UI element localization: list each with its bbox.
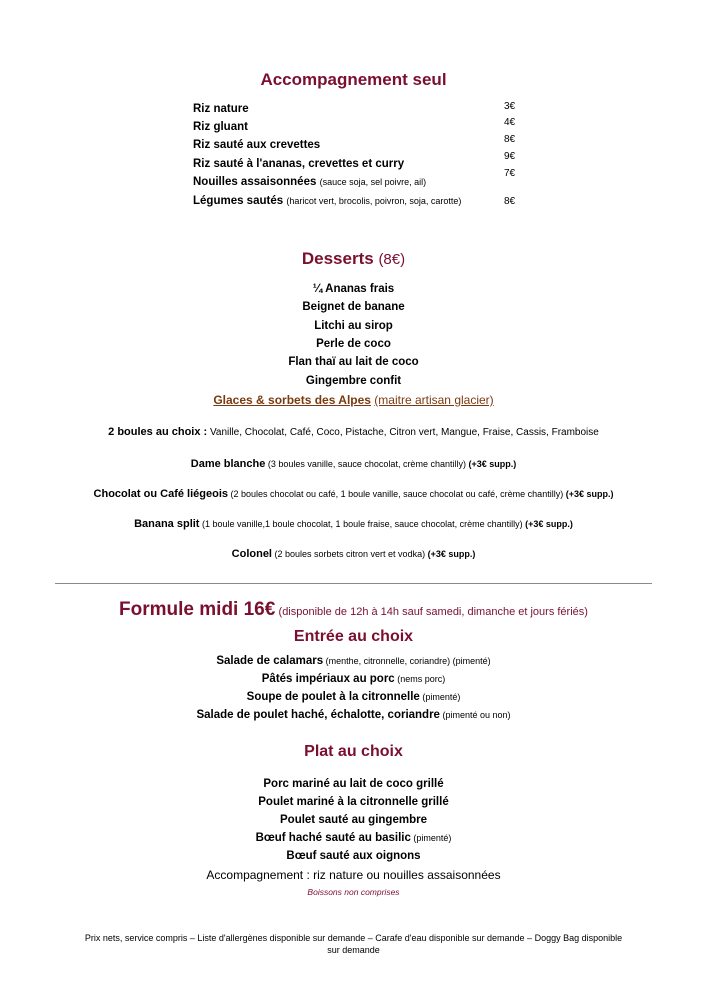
glace-detail: Vanille, Chocolat, Café, Coco, Pistache, Citron vert, Mangue, Fraise, Cassis, Framboise — [207, 427, 599, 438]
glace-name: Dame blanche — [190, 458, 266, 470]
glace-detail: (3 boules vanille, sauce chocolat, crème chantilly) — [265, 459, 466, 469]
glaces-title: Glaces & sorbets des Alpes — [213, 393, 371, 407]
acc-price: 7€ — [504, 168, 516, 179]
glace-supp: (+3€ supp.) — [563, 489, 614, 499]
acc-item-name: Nouilles assaisonnées — [193, 176, 317, 188]
acc-price: 8€ — [504, 196, 516, 207]
glace-supp: (+3€ supp.) — [522, 519, 573, 529]
glaces-heading — [0, 393, 707, 407]
dessert-item: Flan thaï au lait de coco — [288, 356, 419, 368]
entree-note: (nems porc) — [394, 674, 446, 684]
plat-item — [0, 850, 707, 862]
entree-item — [0, 673, 707, 685]
plat-item — [0, 778, 707, 790]
plat-note: (pimenté) — [410, 833, 452, 843]
acc-item — [193, 195, 461, 207]
entree-name: Salade de calamars — [216, 655, 324, 667]
glace-supp: (+3€ supp.) — [465, 459, 517, 469]
acc-item-name: Riz nature — [193, 103, 249, 115]
acc-price: 4€ — [504, 117, 516, 128]
acc-item-name: Riz sauté à l'ananas, crevettes et curry — [193, 158, 405, 170]
plat-name: Poulet mariné à la citronnelle grillé — [258, 796, 449, 808]
boissons-note: Boissons non comprises — [307, 887, 400, 897]
entree-name: Pâtés impériaux au porc — [261, 673, 395, 685]
dessert-item: Beignet de banane — [302, 301, 405, 313]
entree-name: Soupe de poulet à la citronnelle — [246, 691, 420, 703]
acc-item — [193, 139, 320, 151]
footer: Prix nets, service compris – Liste d'allergènes disponible sur demande – Carafe d'eau disponible sur demande – Doggy Bag disponible sur demande — [84, 933, 623, 955]
formule-title: Formule midi 16€ — [119, 599, 276, 620]
acc-item — [193, 121, 248, 133]
acc-item-name: Riz sauté aux crevettes — [193, 139, 321, 151]
glace-detail: (2 boules sorbets citron vert et vodka) — [272, 549, 426, 559]
glace-name: 2 boules au choix : — [108, 426, 208, 438]
plat-item — [0, 832, 707, 844]
dessert-item: Litchi au sirop — [314, 320, 393, 332]
glace-line — [0, 426, 707, 438]
glace-line — [0, 458, 707, 470]
plat-name: Bœuf sauté aux oignons — [286, 850, 421, 862]
desserts-heading — [0, 249, 707, 269]
plat-name: Poulet sauté au gingembre — [280, 814, 427, 826]
dessert-item: Gingembre confit — [305, 375, 402, 387]
plat-name: Porc mariné au lait de coco grillé — [263, 778, 444, 790]
glace-detail: (2 boules chocolat ou café, 1 boule vanille, sauce chocolat ou café, crème chantilly) — [228, 489, 564, 499]
glace-line — [0, 488, 707, 500]
glace-name: Chocolat ou Café liégeois — [93, 488, 228, 500]
acc-item-name: Riz gluant — [193, 121, 248, 133]
entree-note: (pimenté) — [419, 692, 461, 702]
entree-note: (pimenté ou non) — [439, 710, 511, 720]
acc-price: 9€ — [504, 151, 516, 162]
acc-price: 3€ — [504, 101, 516, 112]
desserts-title: Desserts — [301, 249, 374, 268]
entree-name: Salade de poulet haché, échalotte, coriandre — [196, 709, 440, 721]
acc-item-note: (haricot vert, brocolis, poivron, soja, carotte) — [286, 196, 462, 206]
acc-item — [193, 103, 249, 115]
plat-name: Bœuf haché sauté au basilic — [255, 832, 411, 844]
acc-item-name: Légumes sautés — [193, 195, 284, 207]
accompagnement-line: Accompagnement : riz nature ou nouilles assaisonnées — [206, 868, 501, 882]
desserts-price: (8€) — [378, 251, 406, 268]
acc-item — [193, 176, 426, 188]
formule-note: (disponible de 12h à 14h sauf samedi, dimanche et jours fériés) — [278, 606, 588, 618]
plat-item — [0, 814, 707, 826]
glace-name: Colonel — [231, 548, 272, 560]
glace-detail: (1 boule vanille,1 boule chocolat, 1 boule fraise, sauce chocolat, crème chantilly) — [199, 519, 523, 529]
dessert-item: Perle de coco — [316, 338, 391, 350]
acc-price: 8€ — [504, 134, 516, 145]
entree-item — [0, 691, 707, 703]
glace-supp: (+3€ supp.) — [425, 549, 476, 559]
accompagnement-title: Accompagnement seul — [260, 70, 447, 89]
acc-item — [193, 158, 404, 170]
glaces-note: (maitre artisan glacier) — [374, 393, 494, 407]
entree-item — [0, 709, 707, 721]
dessert-item: ¼ Ananas frais — [312, 283, 395, 295]
glace-line — [0, 518, 707, 530]
formule-heading — [0, 599, 707, 621]
entree-title: Entrée au choix — [293, 628, 414, 645]
plat-title: Plat au choix — [304, 743, 403, 760]
entree-item — [0, 655, 707, 667]
glace-name: Banana split — [134, 518, 200, 530]
divider — [55, 583, 652, 584]
glace-line — [0, 548, 707, 560]
acc-item-note: (sauce soja, sel poivre, ail) — [319, 177, 427, 187]
plat-item — [0, 796, 707, 808]
entree-note: (menthe, citronnelle, coriandre) (pimenté) — [323, 656, 491, 666]
